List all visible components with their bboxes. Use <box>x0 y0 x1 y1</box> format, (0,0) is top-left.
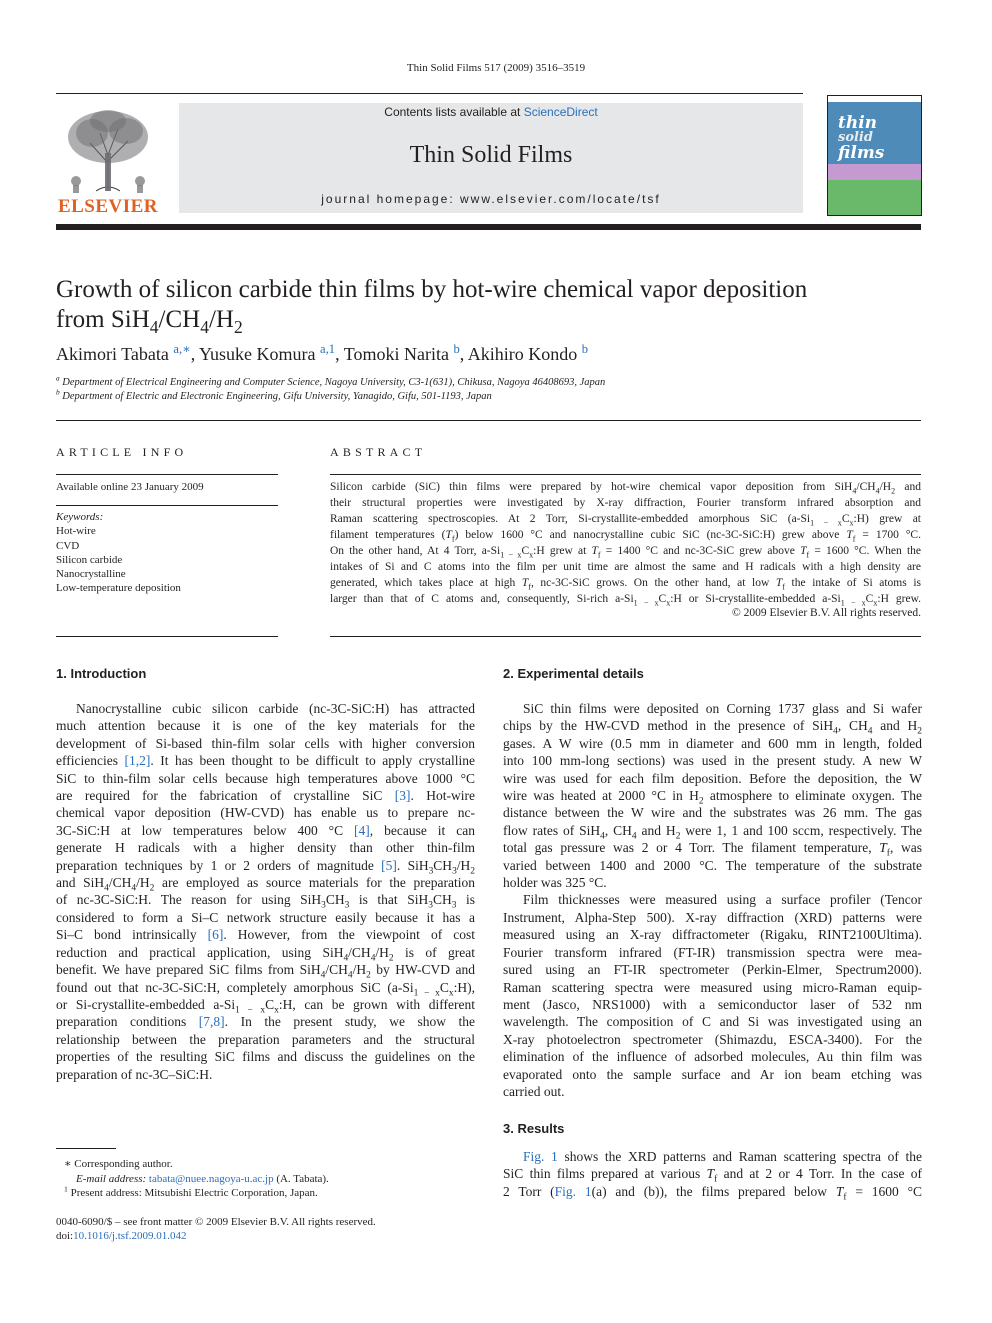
email-link[interactable]: tabata@nuee.nagoya-u.ac.jp <box>148 1172 274 1185</box>
text-line: benefit. We have prepared SiC films from $SiH_4/CH_4/H_2$ by HW-CVD and <box>56 962 475 981</box>
text-line: into 100 mm-long sections) was used in the present study. A new W <box>503 753 922 769</box>
affiliation-b-text: Department of Electric and Electronic Engineering, Gifu University, Yanagido, Gifu, 501-1193, Japan <box>62 391 492 402</box>
present-address-text: Present address: Mitsubishi Electric Corporation, Japan. <box>70 1187 318 1199</box>
abstract-body <box>330 479 921 607</box>
text-line: wire was heated at 2000 °C in $H_2$ atmosphere to eliminate oxygen. The <box>503 788 922 807</box>
text-line: efficiencies [1,2]. It has been thought to be difficult to apply crystalline <box>56 753 476 769</box>
email-label: E-mail address: <box>76 1172 149 1185</box>
text-line: properties of the resulting SiC films and discuss the guidelines on the <box>56 1049 475 1065</box>
cover-text-films: films <box>838 143 885 163</box>
abstract-rule-top <box>330 474 921 475</box>
text-line: filament temperatures $(T_f)$ below 1600 °C and nanocrystalline cubic SiC (nc-3C-SiC:H) grew above $T_f = 1700$ °C. <box>330 529 921 544</box>
text-line: generate H radicals with a higher density than other thin-film <box>56 840 475 856</box>
text-line: Si–C bond intrinsically [6]. However, from the viewpoint of cost <box>56 927 475 943</box>
text-line: chips by the HW-CVD method in the presence of SiH$_4$, $CH_4$ and $H_2$ <box>503 718 922 738</box>
text-line: wavelength. The composition of C and Si was investigated using an <box>503 1014 922 1030</box>
article-info-rule-1 <box>56 474 278 475</box>
keyword-item: CVD <box>56 539 80 552</box>
sciencedirect-link[interactable]: ScienceDirect <box>523 105 598 119</box>
keyword-item: Hot-wire <box>56 525 96 538</box>
text-line: Fourier transform infrared (FT-IR) transmission spectra were mea- <box>503 944 922 960</box>
results-text <box>503 1148 923 1203</box>
available-online: Available online 23 January 2009 <box>56 481 204 493</box>
text-line: Raman scattering spectroscopies. At 2 Torr, Si-crystallite-embedded amorphous SiC $(a-Si_{1 - x}C_x:H)$ grew at <box>330 513 921 528</box>
text-line: total gas pressure was 2 or 4 Torr. The filament temperature, $T_f$, was <box>503 840 922 859</box>
introduction-text <box>56 700 475 1083</box>
section-heading-results: 3. Results <box>503 1121 565 1136</box>
keyword-item: Nanocrystalline <box>56 568 126 581</box>
text-line: ment (Jasco, NRS1000) with a semiconductor laser of 532 nm <box>503 996 922 1012</box>
article-title <box>56 275 926 335</box>
title-line-2: from $SiH_4/CH_4/H_2$ <box>56 306 243 337</box>
author-list: Akimori Tabata $^{a,∗}$, Yusuke Komura $^{a,1}$, Tomoki Narita $^b$, Akihiro Kondo $^b$ <box>56 342 589 364</box>
abstract-heading: ABSTRACT <box>330 445 427 459</box>
cover-text-solid: solid <box>838 130 873 145</box>
text-line: and $SiH_4/CH_4/H_2$ are employed as source materials for the preparation <box>56 875 476 894</box>
text-line: preparation of nc-3C–SiC:H. <box>56 1066 213 1082</box>
affiliation-b-mark: b <box>56 387 60 397</box>
text-line: flow rates of SiH$_4$, $CH_4$ and $H_2$ were 1, 1 and 100 sccm, respectively. The <box>503 822 922 842</box>
author-3-marks[interactable]: b <box>453 342 460 356</box>
article-info-rule-3 <box>56 636 278 637</box>
text-line: reduction and practical application, using $SiH_4/CH_4/H_2$ is of great <box>56 944 475 964</box>
cover-band-purple <box>828 164 921 180</box>
doi-line <box>56 1229 476 1244</box>
issn-line: 0040-6090/$ – see front matter © 2009 Elsevier B.V. All rights reserved. <box>56 1215 376 1228</box>
header-top-rule <box>56 93 803 94</box>
footnotes <box>56 1157 476 1244</box>
journal-homepage <box>179 192 803 206</box>
author-2-marks[interactable]: a,1 <box>320 342 336 356</box>
elsevier-wordmark: ELSEVIER <box>57 196 159 217</box>
text-line: much attention because it is one of the key materials for the <box>56 718 475 734</box>
text-line: On the other hand, At 4 Torr, $a-Si_{1 - x}C_x:H$ grew at $T_f = 1400$ °C and nc-3C-SiC grew above $T_f = 1600$ °C. When the <box>330 545 921 560</box>
affiliation-rule <box>56 420 921 421</box>
article-info-heading: ARTICLE INFO <box>56 445 188 459</box>
keywords-label: Keywords: <box>56 511 104 523</box>
abstract-rule-bottom <box>330 636 921 637</box>
footnote-rule <box>56 1148 116 1149</box>
email-suffix: (A. Tabata). <box>273 1172 329 1185</box>
text-line: 2 Torr (Fig. 1(a) and (b)), the films prepared below $T_f = 1600$ °C <box>503 1183 922 1203</box>
text-line: elimination of the influence of adsorbed molecules, Au thin film was <box>503 1049 922 1065</box>
text-line: SiC thin films were deposited on Corning 1737 glass and Si wafer <box>523 701 922 716</box>
text-line: SiC thin films prepared at various $T_f$ and at 2 or 4 Torr. In the case of <box>503 1166 923 1186</box>
text-line: Silicon carbide (SiC) thin films were prepared by hot-wire chemical vapor deposition from $SiH_4/CH_4/H_2$ and <box>330 481 922 496</box>
affiliation-a-mark: a <box>56 373 60 383</box>
doi-label: doi: <box>56 1230 74 1242</box>
text-line: X-ray photoelectron spectrometer (Shimazdu, ESCA-3400). For the <box>503 1031 922 1047</box>
text-line: carried out. <box>503 1083 565 1099</box>
text-line: of nc-3C-SiC:H. The reason for using $SiH_3CH_3$ is that $SiH_3CH_3$ is <box>56 892 475 912</box>
text-line: varied between 1400 and 2000 °C. The temperature of the substrate <box>503 857 922 873</box>
text-line: distance between the W wire and the substrates was 26 mm. The gas <box>503 805 922 821</box>
footnote-corresponding: ∗ Corresponding author. <box>64 1158 173 1170</box>
corresponding-text: Corresponding author. <box>74 1158 173 1170</box>
contents-line <box>179 105 803 119</box>
text-line: Fig. 1 shows the XRD patterns and Raman scattering spectra of the <box>523 1149 922 1164</box>
header-thick-rule <box>56 224 921 230</box>
text-line: their structural properties were investigated by X-ray diffraction, Fourier transform infrared absorption and <box>330 497 921 509</box>
abstract-copyright: © 2009 Elsevier B.V. All rights reserved. <box>732 607 921 619</box>
text-line: generated, which takes place at high $T_f$, nc-3C-SiC grows. On the other hand, at low $T_f$ the intake of Si atoms is <box>330 577 921 592</box>
text-line: preparation techniques by 1 or 2 orders of magnitude [5]. $SiH_3CH_3/H_2$ <box>56 857 475 877</box>
text-line: evaporated onto the sample surface and Ar ion beam etching was <box>503 1066 922 1082</box>
text-line: Film thicknesses were measured using a surface profiler (Tencor <box>523 892 922 908</box>
author-4-marks[interactable]: b <box>581 342 589 356</box>
keywords-block <box>56 510 278 596</box>
keyword-item: Silicon carbide <box>56 553 123 566</box>
text-line: sured using an FT-IR spectrometer (Perkin-Elmer, Spectrum2000). <box>503 962 922 978</box>
keyword-item: Low-temperature deposition <box>56 582 181 595</box>
section-heading-experimental: 2. Experimental details <box>503 666 644 681</box>
homepage-label: journal homepage: <box>321 192 461 206</box>
cover-band-green <box>828 180 921 215</box>
text-line: Nanocrystalline cubic silicon carbide (nc-3C-SiC:H) has attracted <box>76 701 475 716</box>
cover-title <box>838 114 918 162</box>
author-1-marks[interactable]: a,∗ <box>173 342 191 356</box>
author-1-name: Akimori Tabata <box>56 344 169 364</box>
text-line: wire was used for each film deposition. Before the deposition, the W <box>503 770 922 786</box>
text-line: larger than that of C atoms and, consequently, Si-rich $a-Si_{1 - x}C_x:H$ or Si-crystallite-embedded $a-Si_{1 - x}C_x:H$ grew. <box>330 593 922 608</box>
homepage-url[interactable]: www.elsevier.com/locate/tsf <box>460 192 661 206</box>
text-line: or Si-crystallite-embedded $a-Si_{1 - x}C_x:H$, can be grown with different <box>56 996 475 1016</box>
text-line: preparation conditions [7,8]. In the present study, we show the <box>56 1014 476 1030</box>
author-3-name: Tomoki Narita <box>343 344 449 364</box>
article-info-rule-2 <box>56 505 278 506</box>
text-line: measured using an X-ray diffractometer (Rigaku, RINT2100Ultima). <box>503 927 922 943</box>
cover-text-thin: thin <box>838 113 878 133</box>
text-line: are required for the fabrication of crystalline SiC [3]. Hot-wire <box>56 788 475 804</box>
contents-prefix: Contents lists available at <box>384 105 524 119</box>
affiliation-a <box>56 373 606 388</box>
footnote-present-address: $^1$ Present address: Mitsubishi Electric Corporation, Japan. <box>64 1184 318 1199</box>
journal-title: Thin Solid Films <box>409 142 573 168</box>
text-line: relationship between the preparation parameters and the structural <box>56 1031 475 1047</box>
doi-link[interactable]: 10.1016/j.tsf.2009.01.042 <box>73 1230 187 1242</box>
footnote-email <box>56 1172 476 1187</box>
text-line: SiC to thin-film solar cells because high temperatures above 1000 °C <box>56 770 475 786</box>
author-2-name: Yusuke Komura <box>199 344 316 364</box>
title-line-1: Growth of silicon carbide thin films by hot-wire chemical vapor deposition <box>56 276 808 303</box>
experimental-text <box>503 700 922 1100</box>
author-4-name: Akihiro Kondo <box>467 344 578 364</box>
journal-citation: Thin Solid Films 517 (2009) 3516–3519 <box>406 62 586 74</box>
text-line: found out that nc-3C-SiC:H, completely amorphous SiC $(a-Si_{1 - x}C_x:H)$, <box>56 979 476 999</box>
text-line: Instrument, Alpha-Step 500). X-ray diffraction (XRD) patterns were <box>503 909 922 925</box>
text-line: holder was 325 °C. <box>503 875 607 891</box>
text-line: Raman scattering spectra were measured using micro-Raman equip- <box>503 979 922 995</box>
affiliation-a-text: Department of Electrical Engineering and Computer Science, Nagoya University, C3-1(631), Chikusa, Nagoya 46408693, Japan <box>62 377 606 388</box>
cover-top-strip <box>828 96 921 102</box>
text-line: considered to form a Si–C network structure easily because it has a <box>56 909 475 925</box>
text-line: intakes of Si and C atoms into the film per unit time are almost the same and H radicals with a high density are <box>330 561 921 573</box>
text-line: chemical vapor deposition (HW-CVD) has enable us to prepare nc- <box>56 805 475 821</box>
text-line: 3C-SiC:H at low temperatures below 400 °C [4], because it can <box>56 822 475 838</box>
text-line: gases. A W wire (0.5 mm in diameter and 600 mm in length, folded <box>503 735 922 751</box>
section-heading-introduction: 1. Introduction <box>56 666 147 681</box>
text-line: development of Si-based thin-film solar cells with higher conversion <box>56 735 475 751</box>
journal-cover-image <box>827 95 922 216</box>
affiliation-b <box>56 387 492 402</box>
